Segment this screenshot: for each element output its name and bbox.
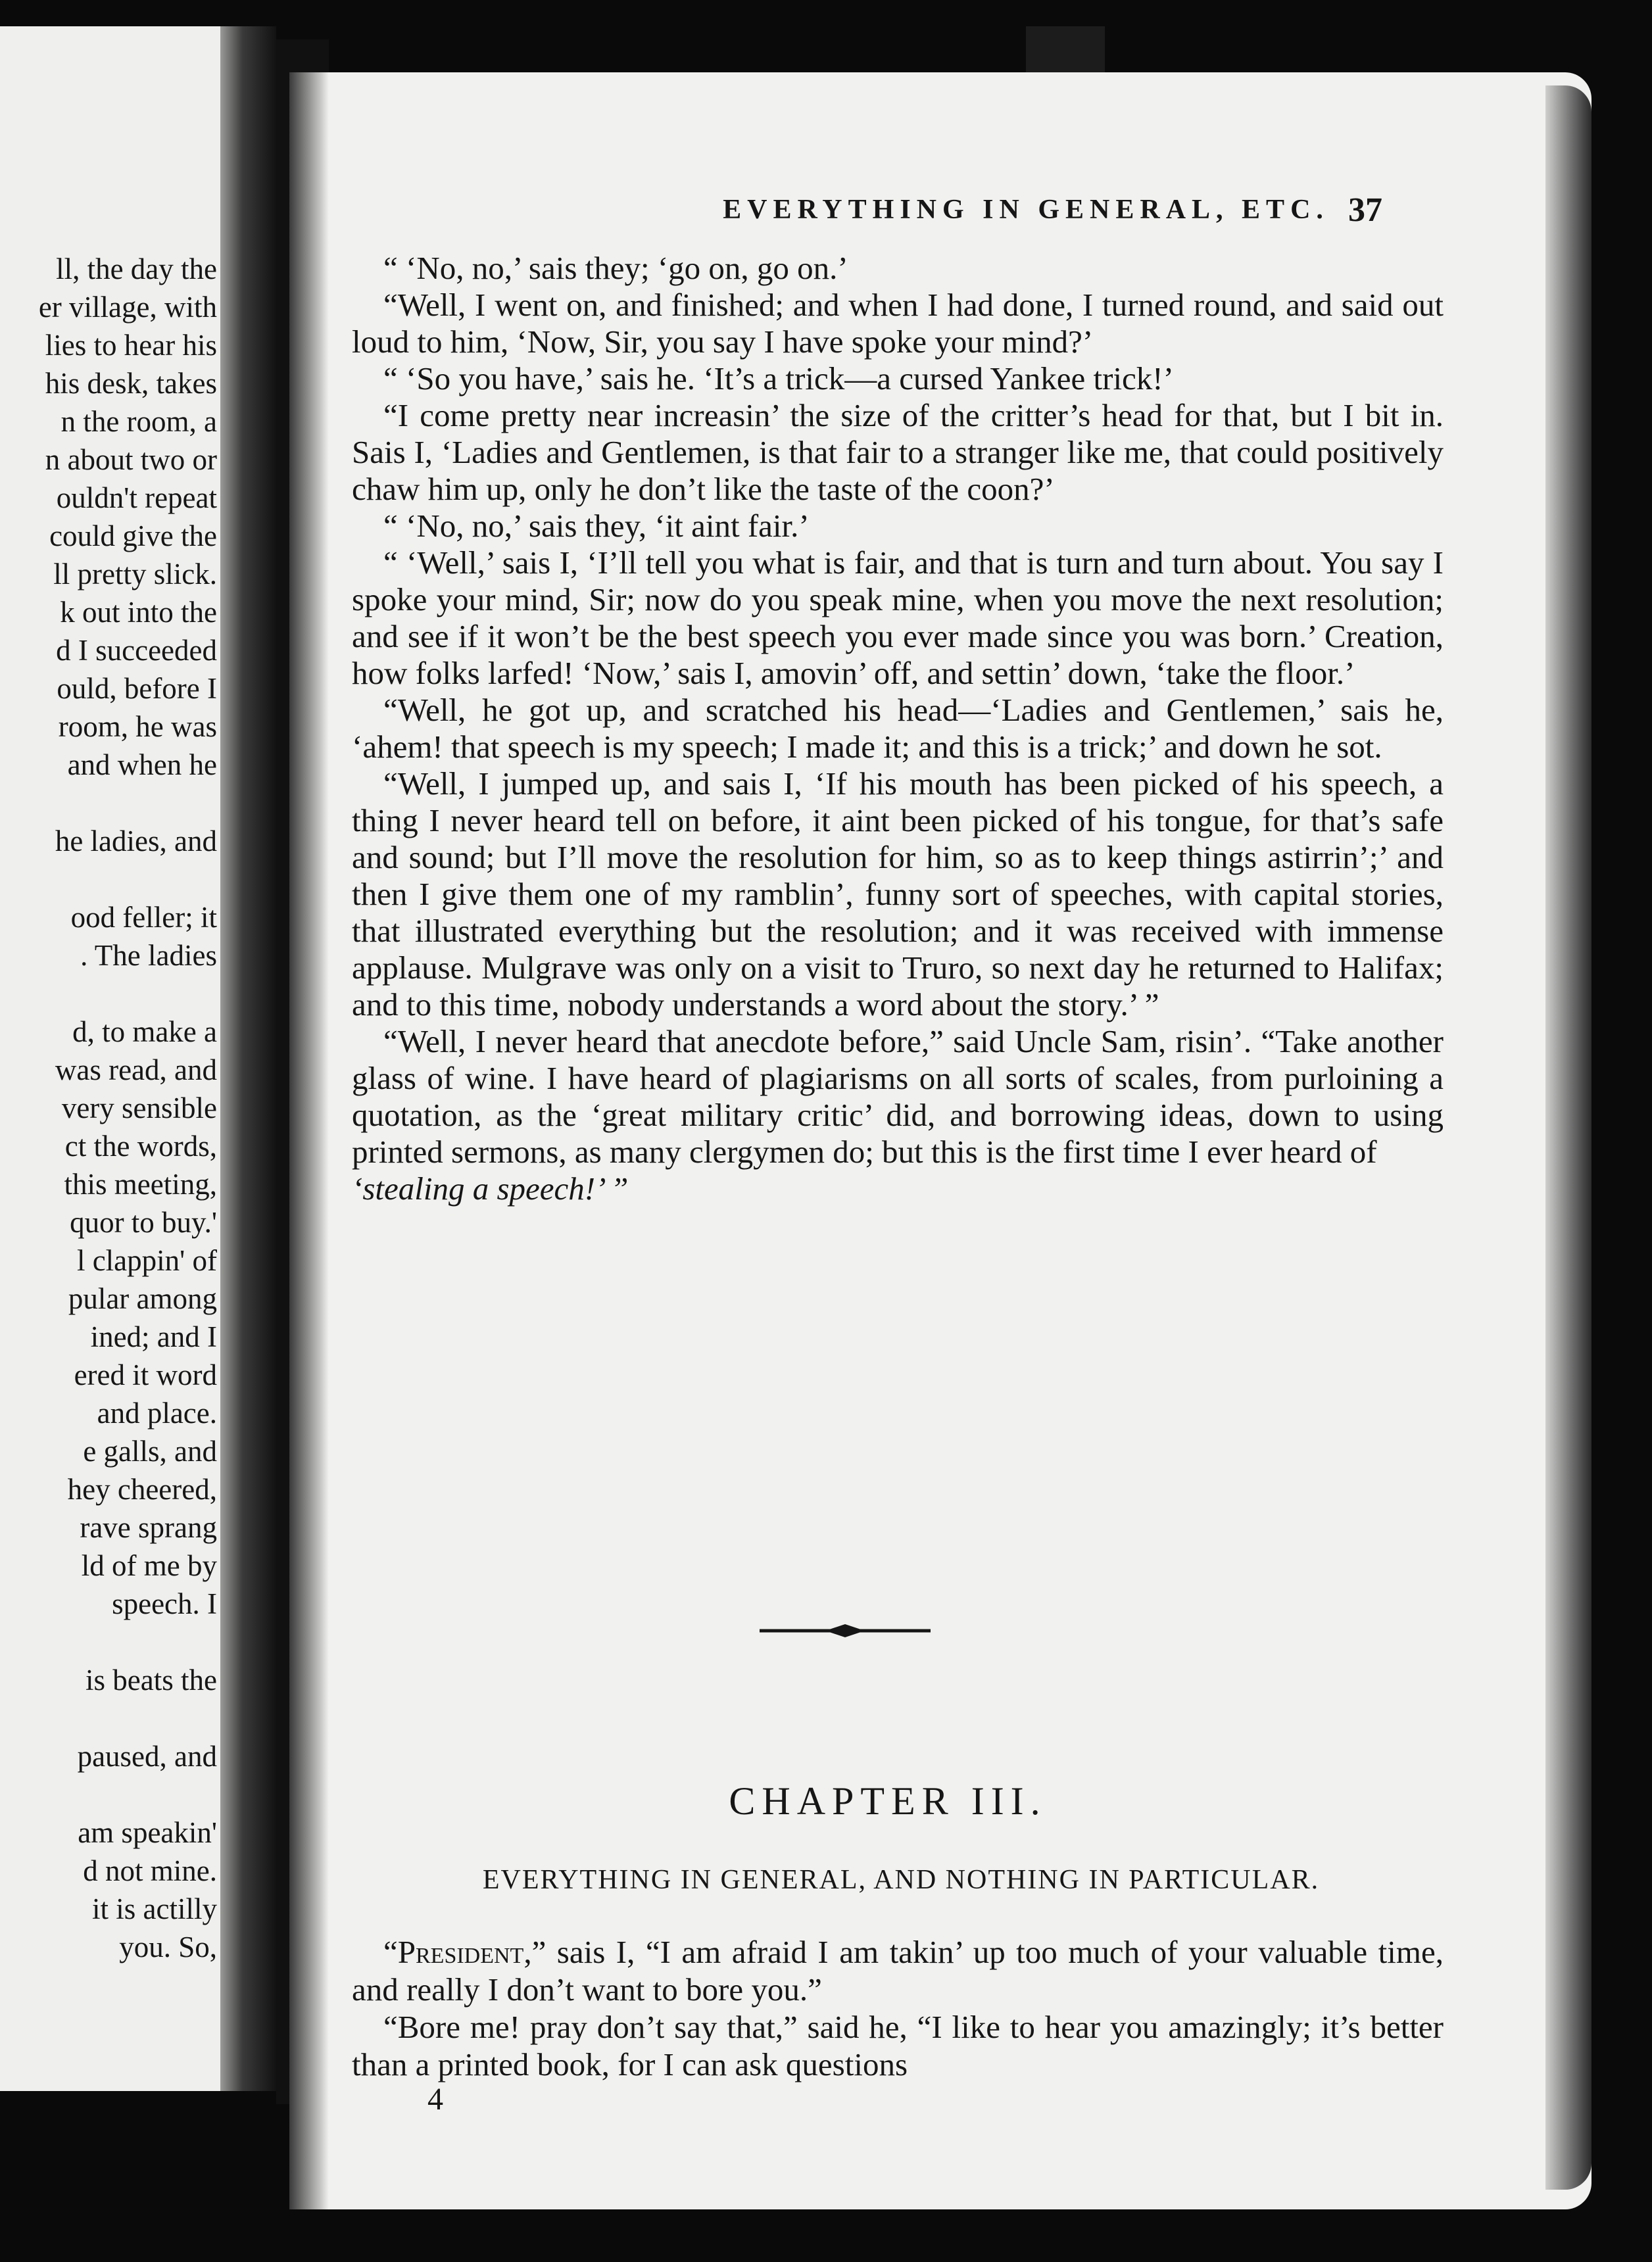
paragraph: “Well, I jumped up, and sais I, ‘If his mouth has been picked of his speech, a thing I never heard tell on before, it aint been picked of his tongue, for that’s safe and sound; but I’ll move the resolution for him, so as to keep things astirrin’;’ and then I give them one of my ramblin’, funny sort of speeches, with capital stories, that illustrated everything but the resolution; and it was received with immense applause. Mulgrave was only on a visit to Truro, so next day he returned to Halifax; and to this time, nobody understands a word about the story.’ ”: [352, 765, 1444, 1023]
page-number: 37: [1348, 191, 1382, 229]
previous-page-line: room, he was: [58, 710, 217, 743]
previous-page-line: d not mine.: [83, 1854, 217, 1887]
previous-page-line: ould, before I: [57, 672, 217, 705]
section-ornament: [760, 1621, 931, 1641]
previous-page-line: ouldn't repeat: [56, 481, 217, 514]
paragraph: “I come pretty near increasin’ the size of the critter’s head for that, but I bit in. Sais I, ‘Ladies and Gentlemen, is that fair to a stranger like me, that could positively chaw him up, only he don’t like the taste of the coon?’: [352, 397, 1444, 507]
previous-page-line: he ladies, and: [55, 825, 217, 857]
previous-page-line: and place.: [97, 1397, 217, 1430]
previous-page-line: could give the: [49, 519, 217, 552]
paragraph: “Bore me! pray don’t say that,” said he, “I like to hear you amazingly; it’s better than a printed book, for I can ask questions: [352, 2009, 1444, 2082]
paragraph-rest: ” sais I, “I am afraid I am takin’ up too much of your valuable time, and really I don’t want to bore you.”: [352, 1934, 1444, 2008]
previous-page-line: his desk, takes: [45, 367, 217, 400]
previous-page: [0, 26, 276, 2091]
paragraph: “Well, I went on, and finished; and when I had done, I turned round, and said out loud to him, ‘Now, Sir, you say I have spoke your mind?’: [352, 287, 1444, 360]
previous-page-line: it is actilly: [92, 1892, 217, 1925]
running-head: EVERYTHING IN GENERAL, ETC.: [723, 195, 1329, 225]
previous-page-line: ood feller; it: [70, 901, 217, 934]
previous-page-line: ered it word: [74, 1359, 217, 1391]
paragraph: [352, 1933, 1444, 2008]
previous-page-line: d I succeeded: [56, 634, 217, 667]
previous-page-line: ld of me by: [81, 1549, 217, 1582]
previous-page-line: rave sprang: [80, 1511, 217, 1544]
paragraph: “Well, he got up, and scratched his head—‘Ladies and Gentlemen,’ sais he, ‘ahem! that speech is my speech; I made it; and this is a trick;’ and down he sot.: [352, 692, 1444, 765]
previous-page-line: is beats the: [85, 1664, 217, 1696]
chapter-title: CHAPTER III.: [729, 1779, 1047, 1823]
previous-page-line: er village, with: [38, 291, 217, 324]
previous-page-line: am speakin': [78, 1816, 217, 1849]
previous-page-line: ct the words,: [64, 1130, 217, 1163]
paragraph: “ ‘No, no,’ sais they, ‘it aint fair.’: [383, 508, 810, 544]
previous-page-line: k out into the: [60, 596, 217, 629]
smallcaps-word: President,: [397, 1934, 532, 1970]
signature-mark: 4: [427, 2082, 443, 2117]
page-clip: [1026, 26, 1105, 79]
paragraph: “ ‘So you have,’ sais he. ‘It’s a trick—a cursed Yankee trick!’: [383, 360, 1174, 397]
previous-page-line: n about two or: [45, 443, 217, 476]
previous-page-line: ined; and I: [90, 1320, 217, 1353]
previous-page-line: n the room, a: [61, 405, 217, 438]
gutter-shadow: [289, 72, 329, 2209]
italic-phrase: ‘stealing a speech!’ ”: [352, 1170, 629, 1207]
chapter-text: [352, 1933, 1444, 2083]
paragraph: “ ‘Well,’ sais I, ‘I’ll tell you what is fair, and that is turn and turn about. You say I spoke your mind, Sir; now do you speak mine, when you move the next resolution; and see if it won’t be the best speech you ever made since you was born.’ Creation, how folks larfed! ‘Now,’ sais I, amovin’ off, and settin’ down, ‘take the floor.’: [352, 544, 1444, 691]
previous-page-line: ll, the day the: [56, 253, 217, 285]
previous-page-line: was read, and: [55, 1053, 217, 1086]
previous-page-line: hey cheered,: [67, 1473, 217, 1506]
body-text: [352, 250, 1444, 1207]
paragraph: “Well, I never heard that anecdote before,” said Uncle Sam, risin’. “Take another glass of wine. I have heard of plagiarisms on all sorts of scales, from purloining a quotation, as the ‘great military critic’ did, and borrowing ideas, down to using printed sermons, as many clergymen do; but this is the first time I ever heard of: [352, 1023, 1444, 1170]
previous-page-line: l clappin' of: [76, 1244, 217, 1277]
previous-page-line: d, to make a: [72, 1015, 217, 1048]
previous-page-line: . The ladies: [80, 939, 217, 972]
page-edge: [1545, 85, 1591, 2190]
previous-page-line: quor to buy.': [70, 1206, 217, 1239]
previous-page-line: e galls, and: [83, 1435, 217, 1468]
previous-page-line: speech. I: [112, 1587, 217, 1620]
previous-page-line: this meeting,: [64, 1168, 217, 1201]
chapter-subtitle: EVERYTHING IN GENERAL, AND NOTHING IN PARTICULAR.: [482, 1865, 1320, 1895]
previous-page-line: lies to hear his: [45, 329, 217, 362]
previous-page-line: and when he: [67, 748, 217, 781]
previous-page-line: you. So,: [119, 1931, 217, 1963]
previous-page-line: ll pretty slick.: [53, 558, 217, 590]
previous-page-line: very sensible: [61, 1092, 217, 1124]
current-page: [289, 72, 1591, 2209]
previous-page-line: paused, and: [77, 1740, 217, 1773]
paragraph: “ ‘No, no,’ sais they; ‘go on, go on.’: [383, 250, 848, 286]
paragraph-last-line: [352, 1170, 1444, 1207]
left-gutter-shadow: [220, 26, 276, 2091]
previous-page-line: pular among: [68, 1282, 217, 1315]
open-quote: “: [383, 1934, 398, 1970]
